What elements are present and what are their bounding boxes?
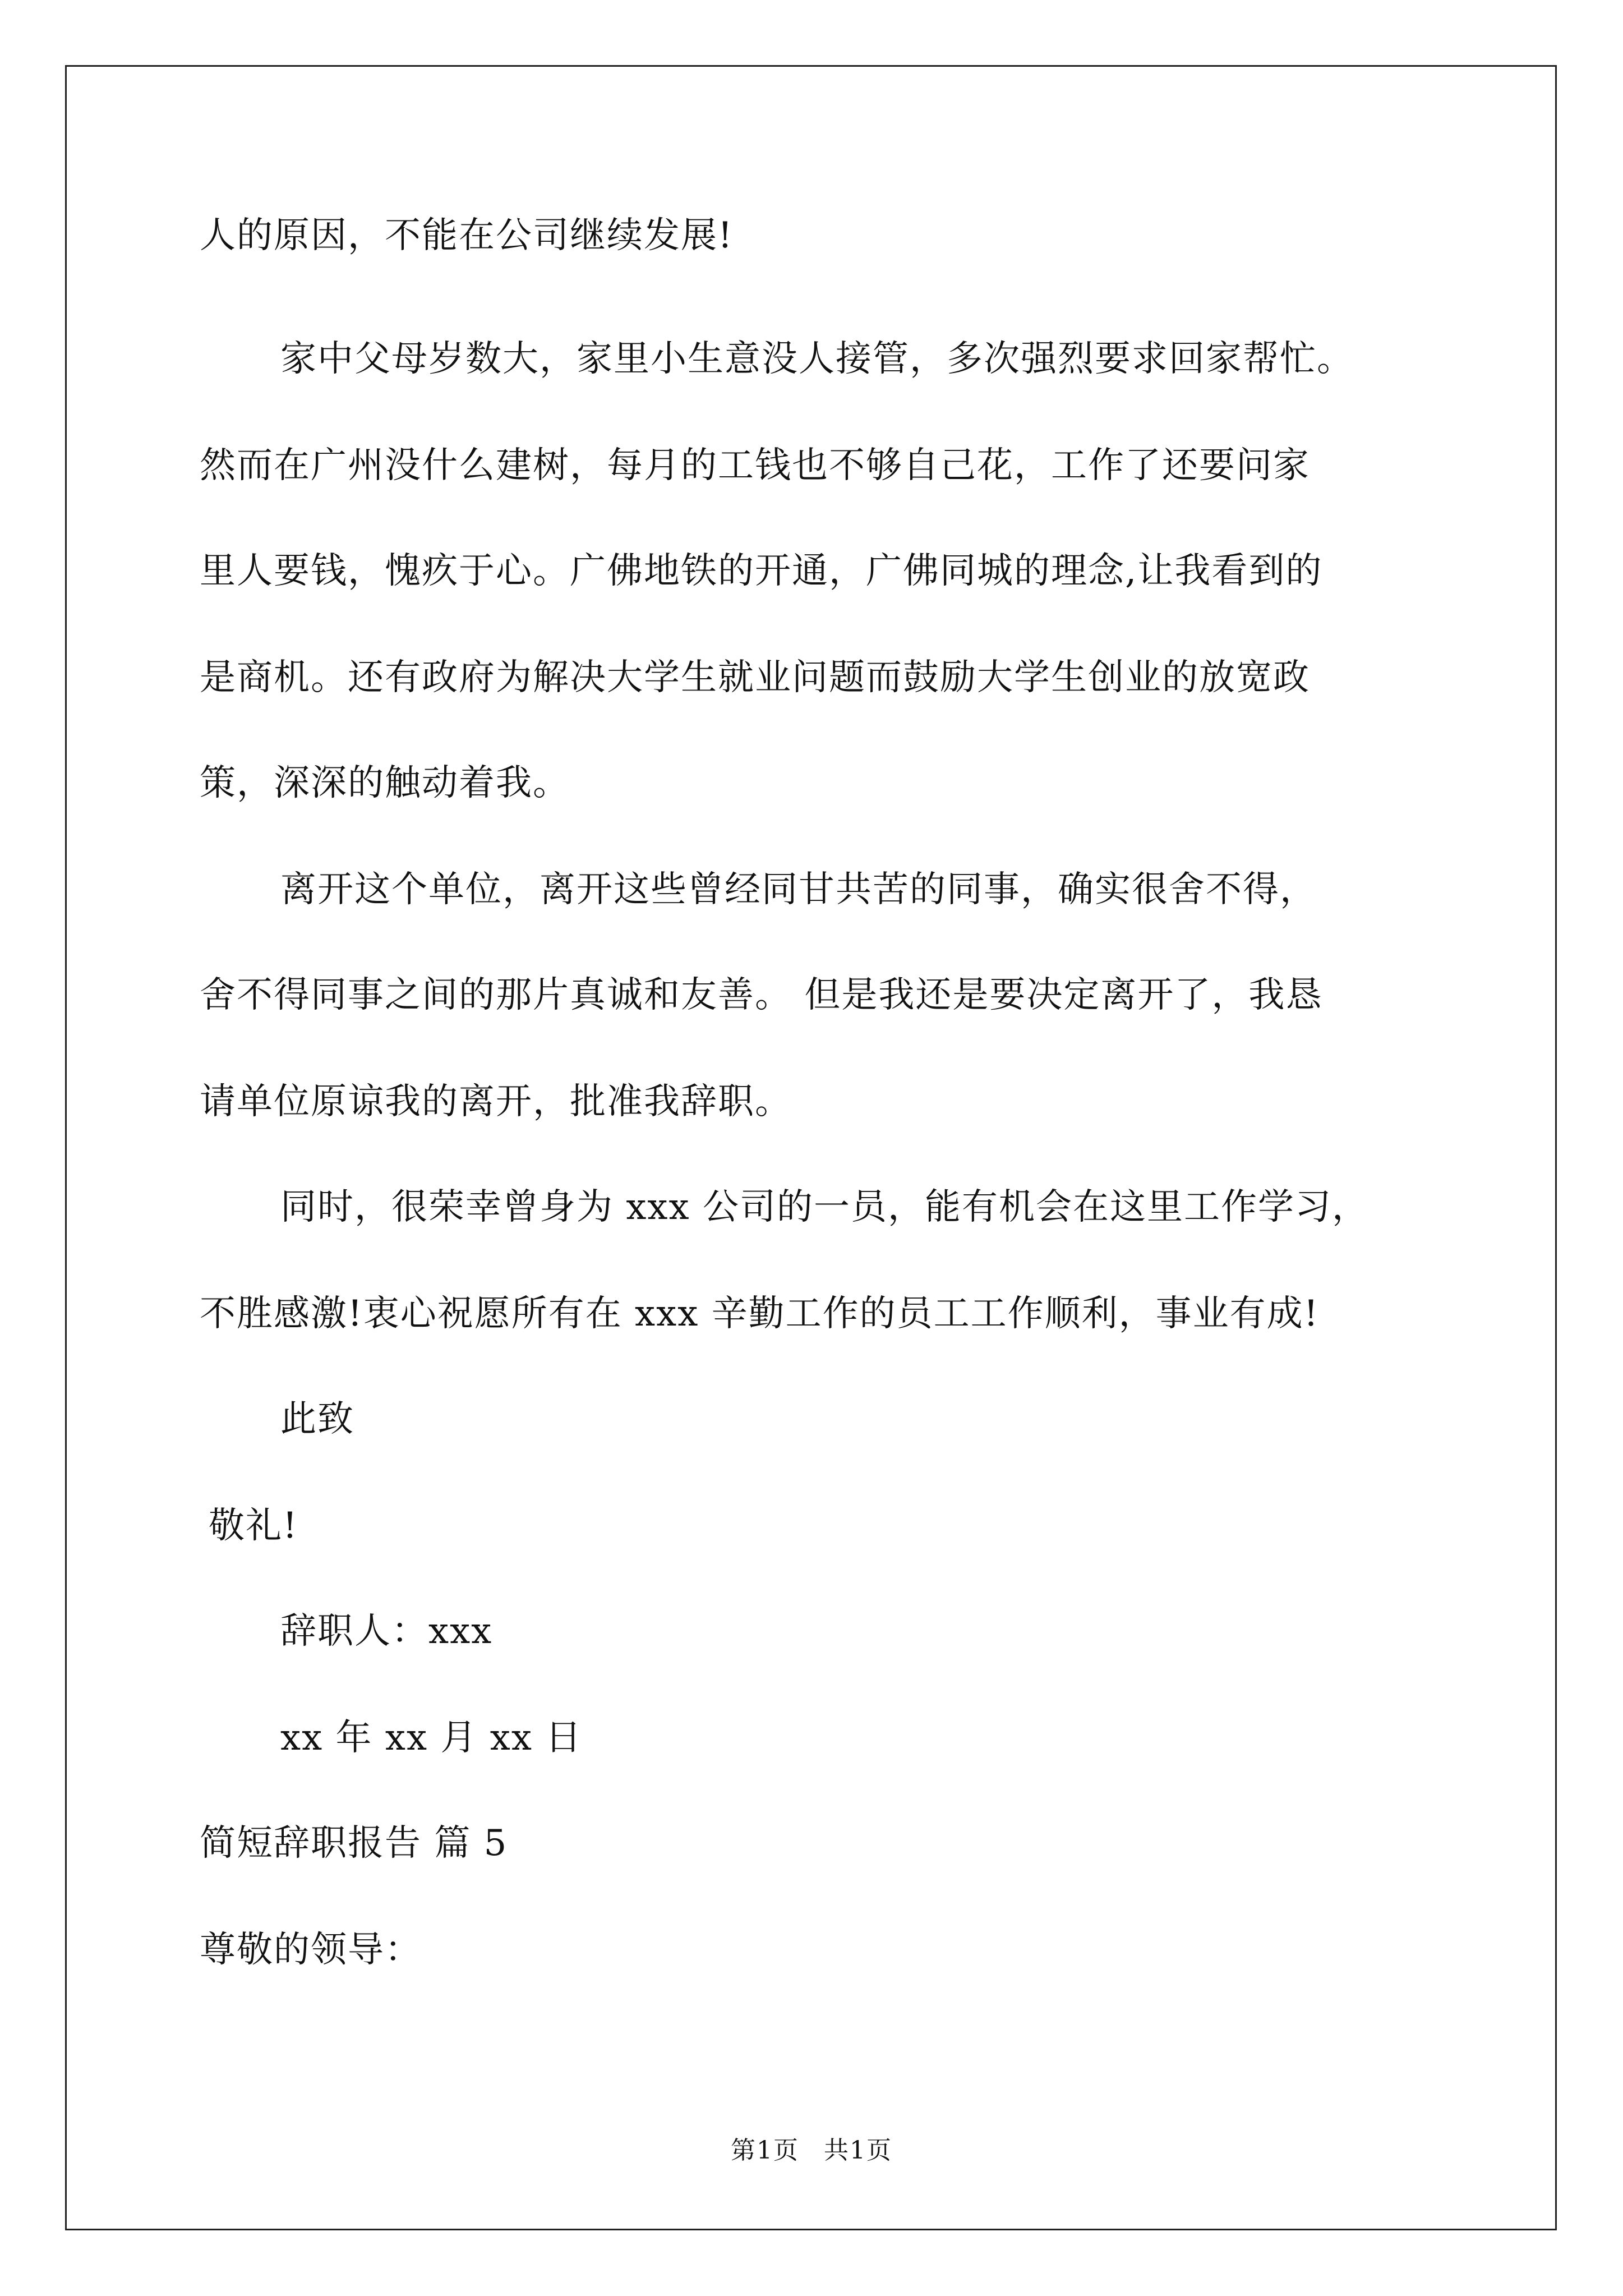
greeting-line: 尊敬的领导： xyxy=(200,1929,422,1971)
paragraph-line: 人的原因，不能在公司继续发展! xyxy=(200,215,734,256)
paragraph-line: 策，深深的触动着我。 xyxy=(200,762,570,804)
paragraph-line: 不胜感激!衷心祝愿所有在 xxx 辛勤工作的员工工作顺利，事业有成! xyxy=(200,1293,1320,1335)
page-border xyxy=(65,65,1557,2230)
signature-line: 辞职人：xxx xyxy=(280,1611,493,1652)
salutation-line: 此致 xyxy=(280,1398,354,1440)
paragraph-line: 然而在广州没什么建树，每月的工钱也不够自己花，工作了还要问家 xyxy=(200,445,1310,486)
paragraph-line: 里人要钱，愧疚于心。广佛地铁的开通，广佛同城的理念,让我看到的 xyxy=(200,550,1323,592)
page-number: 第1页 xyxy=(731,2136,799,2165)
paragraph-line: 请单位原谅我的离开，批准我辞职。 xyxy=(200,1081,792,1122)
page-total: 共1页 xyxy=(824,2136,892,2165)
paragraph-line: 是商机。还有政府为解决大学生就业问题而鼓励大学生创业的放宽政 xyxy=(200,657,1310,698)
closing-line: 敬礼! xyxy=(209,1505,298,1547)
date-line: xx 年 xx 月 xx 日 xyxy=(280,1717,583,1759)
paragraph-line: 家中父母岁数大，家里小生意没人接管，多次强烈要求回家帮忙。 xyxy=(280,338,1354,380)
paragraph-line: 舍不得同事之间的那片真诚和友善。 但是我还是要决定离开了，我恳 xyxy=(200,974,1323,1016)
section-heading: 简短辞职报告 篇 5 xyxy=(200,1823,508,1864)
paragraph-line: 同时，很荣幸曾身为 xxx 公司的一员，能有机会在这里工作学习， xyxy=(280,1186,1369,1228)
page-footer xyxy=(0,2135,1623,2166)
paragraph-line: 离开这个单位，离开这些曾经同甘共苦的同事，确实很舍不得， xyxy=(280,869,1317,910)
